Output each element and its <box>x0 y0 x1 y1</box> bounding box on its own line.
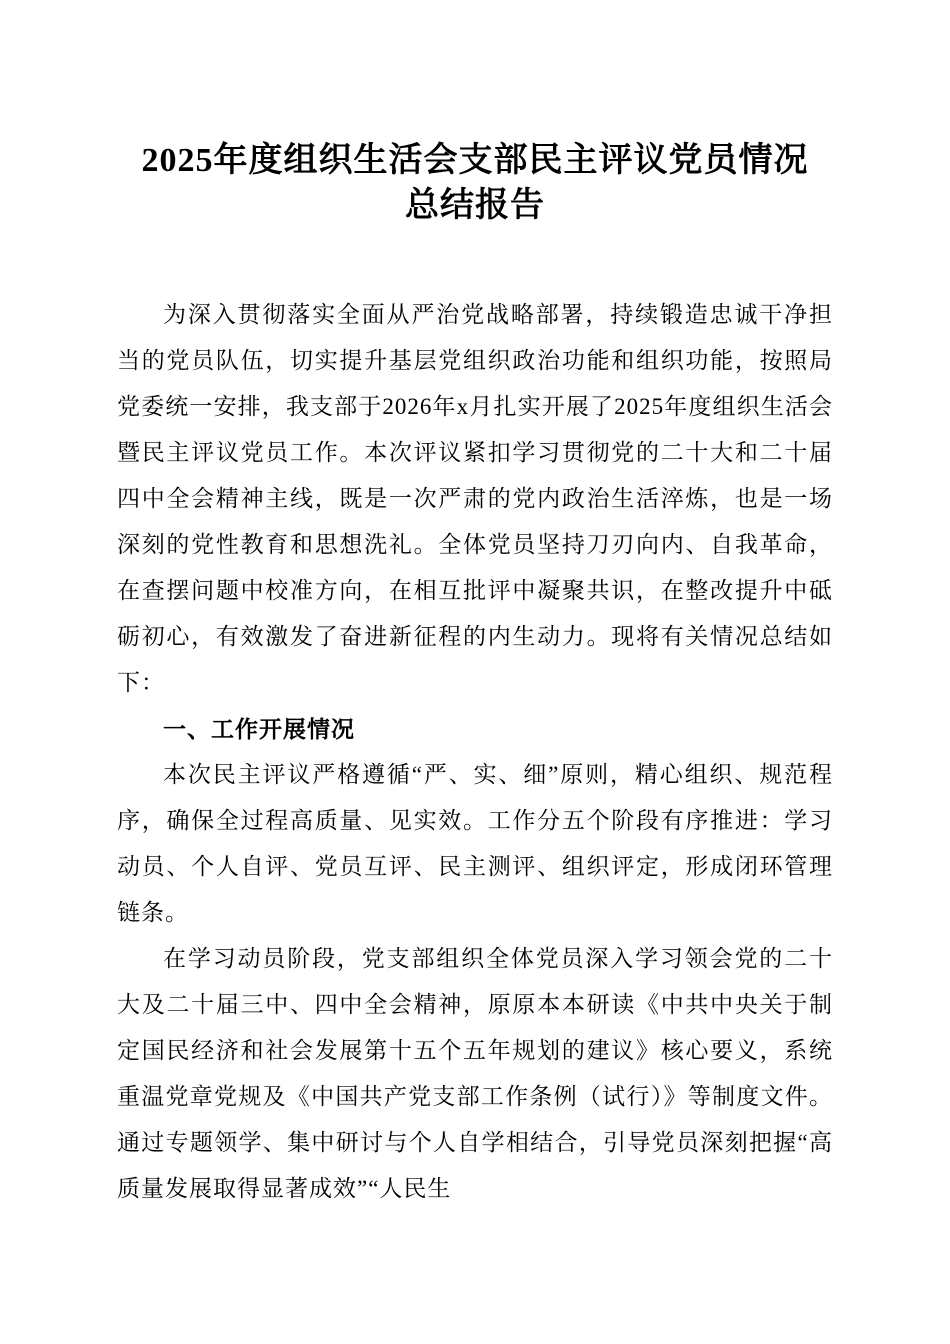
section-heading-work-progress: 一、工作开展情况 <box>163 716 355 742</box>
paragraph-evaluation-principles: 本次民主评议严格遵循“严、实、细”原则，精心组织、规范程序，确保全过程高质量、见实效。工作分五个阶段有序推进：学习动员、个人自评、党员互评、民主测评、组织评定，形成闭环管理链条。 <box>117 762 833 925</box>
paragraph-study-mobilization: 在学习动员阶段，党支部组织全体党员深入学习领会党的二十大及二十届三中、四中全会精神，原原本本研读《中共中央关于制定国民经济和社会发展第十五个五年规划的建议》核心要义，系统重温党章党规及《中国共产党支部工作条例（试行）》等制度文件。通过专题领学、集中研讨与个人自学相结合，引导党员深刻把握“高质量发展取得显著成效”“人民生 <box>117 946 833 1201</box>
title-line-1: 2025年度组织生活会支部民主评议党员情况 <box>141 142 809 179</box>
title-line-2: 总结报告 <box>405 187 545 224</box>
paragraph-intro: 为深入贯彻落实全面从严治党战略部署，持续锻造忠诚干净担当的党员队伍，切实提升基层党组织政治功能和组织功能，按照局党委统一安排，我支部于2026年x月扎实开展了2025年度组织生活会暨民主评议党员工作。本次评议紧扣学习贯彻党的二十大和二十届四中全会精神主线，既是一次严肃的党内政治生活淬炼，也是一场深刻的党性教育和思想洗礼。全体党员坚持刀刃向内、自我革命，在查摆问题中校准方向，在相互批评中凝聚共识，在整改提升中砥砺初心，有效激发了奋进新征程的内生动力。现将有关情况总结如下： <box>117 302 833 695</box>
document-title <box>117 138 833 228</box>
